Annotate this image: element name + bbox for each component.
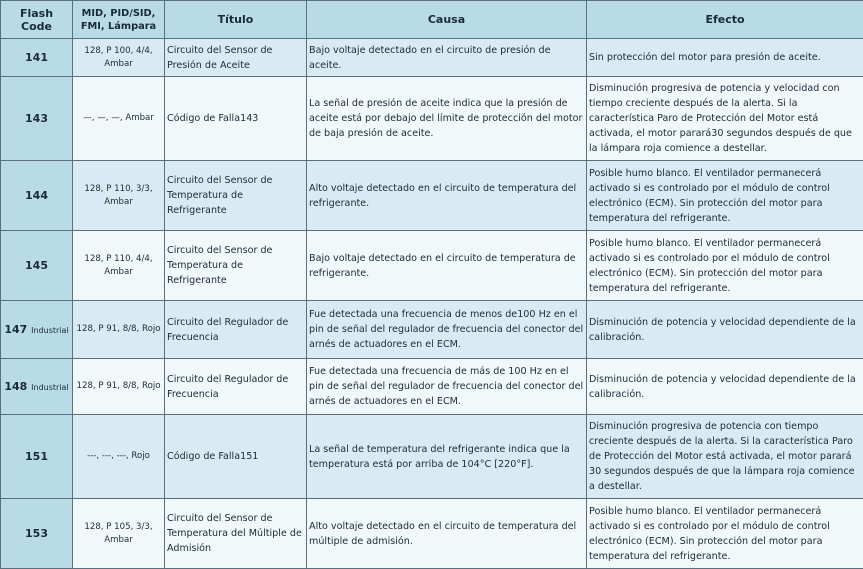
mid-cell: 128, P 110, 3/3, Ambar [73, 161, 165, 231]
titulo-cell: Circuito del Sensor de Temperatura de Refrigerante [165, 231, 307, 301]
mid-cell: 128, P 100, 4/4, Ambar [73, 39, 165, 77]
efecto-cell: Disminución de potencia y velocidad dependiente de la calibración. [587, 301, 863, 359]
titulo-cell: Circuito del Sensor de Presión de Aceite [165, 39, 307, 77]
flash-code-cell: 141 [1, 39, 73, 77]
titulo-cell: Circuito del Sensor de Temperatura del Múltiple de Admisión [165, 499, 307, 569]
causa-cell: La señal de presión de aceite indica que la presión de aceite está por debajo del límite de protección del motor de baja presión de aceite. [307, 77, 587, 161]
table-row [1, 161, 863, 231]
header-titulo: Título [165, 1, 307, 39]
causa-cell: Bajo voltaje detectado en el circuito de temperatura de refrigerante. [307, 231, 587, 301]
efecto-cell: Sin protección del motor para presión de aceite. [587, 39, 863, 77]
causa-cell: Alto voltaje detectado en el circuito de temperatura del múltiple de admisión. [307, 499, 587, 569]
causa-cell: Bajo voltaje detectado en el circuito de presión de aceite. [307, 39, 587, 77]
titulo-cell: Código de Falla151 [165, 415, 307, 499]
efecto-cell: Posible humo blanco. El ventilador permanecerá activado si es controlado por el módulo de control electrónico (ECM). Sin protección del motor para temperatura del refrigerante. [587, 231, 863, 301]
header-flash-code: Flash Code [1, 1, 73, 39]
table-row [1, 301, 863, 359]
table-row [1, 77, 863, 161]
causa-cell: Fue detectada una frecuencia de menos de100 Hz en el pin de señal del regulador de frecuencia del conector del arnés de actuadores en el ECM. [307, 301, 587, 359]
causa-cell: Alto voltaje detectado en el circuito de temperatura del refrigerante. [307, 161, 587, 231]
titulo-cell: Circuito del Regulador de Frecuencia [165, 301, 307, 359]
efecto-cell: Disminución progresiva de potencia y velocidad con tiempo creciente después de la alerta. Si la característica Paro de Protección del Motor está activada, el motor parará30 segundos después de que la lámpara roja comience a destellar. [587, 77, 863, 161]
titulo-cell: Circuito del Sensor de Temperatura de Refrigerante [165, 161, 307, 231]
mid-cell: 128, P 91, 8/8, Rojo [73, 359, 165, 415]
industrial-tag: Industrial [31, 326, 69, 335]
header-mid: MID, PID/SID, FMI, Lámpara [73, 1, 165, 39]
titulo-cell: Circuito del Regulador de Frecuencia [165, 359, 307, 415]
efecto-cell: Disminución progresiva de potencia con tiempo creciente después de la alerta. Si la característica Paro de Protección del Motor está activada, el motor parará 30 segundos después de que la lámpara roja comience a destellar. [587, 415, 863, 499]
mid-cell: 128, P 91, 8/8, Rojo [73, 301, 165, 359]
efecto-cell: Posible humo blanco. El ventilador permanecerá activado si es controlado por el módulo de control electrónico (ECM). Sin protección del motor para temperatura del refrigerante. [587, 161, 863, 231]
mid-cell: —, —, —, Ambar [73, 77, 165, 161]
header-efecto: Efecto [587, 1, 863, 39]
flash-code-cell: 153 [1, 499, 73, 569]
causa-cell: La señal de temperatura del refrigerante indica que la temperatura está por arriba de 104°C [220°F]. [307, 415, 587, 499]
table-row [1, 39, 863, 77]
mid-cell: 128, P 105, 3/3, Ambar [73, 499, 165, 569]
flash-code-cell: 145 [1, 231, 73, 301]
efecto-cell: Posible humo blanco. El ventilador permanecerá activado si es controlado por el módulo de control electrónico (ECM). Sin protección del motor para temperatura del refrigerante. [587, 499, 863, 569]
table-row [1, 231, 863, 301]
table-row [1, 359, 863, 415]
industrial-tag: Industrial [31, 383, 69, 392]
titulo-cell: Código de Falla143 [165, 77, 307, 161]
flash-code-cell: 144 [1, 161, 73, 231]
flash-code-cell: 147 Industrial [1, 301, 73, 359]
header-causa: Causa [307, 1, 587, 39]
mid-cell: ---, ---, ---, Rojo [73, 415, 165, 499]
flash-code-cell: 148 Industrial [1, 359, 73, 415]
table-row [1, 415, 863, 499]
causa-cell: Fue detectada una frecuencia de más de 100 Hz en el pin de señal del regulador de frecuencia del conector del arnés de actuadores en el ECM. [307, 359, 587, 415]
flash-code-cell: 143 [1, 77, 73, 161]
efecto-cell: Disminución de potencia y velocidad dependiente de la calibración. [587, 359, 863, 415]
flash-code-cell: 151 [1, 415, 73, 499]
table-row [1, 499, 863, 569]
mid-cell: 128, P 110, 4/4, Ambar [73, 231, 165, 301]
